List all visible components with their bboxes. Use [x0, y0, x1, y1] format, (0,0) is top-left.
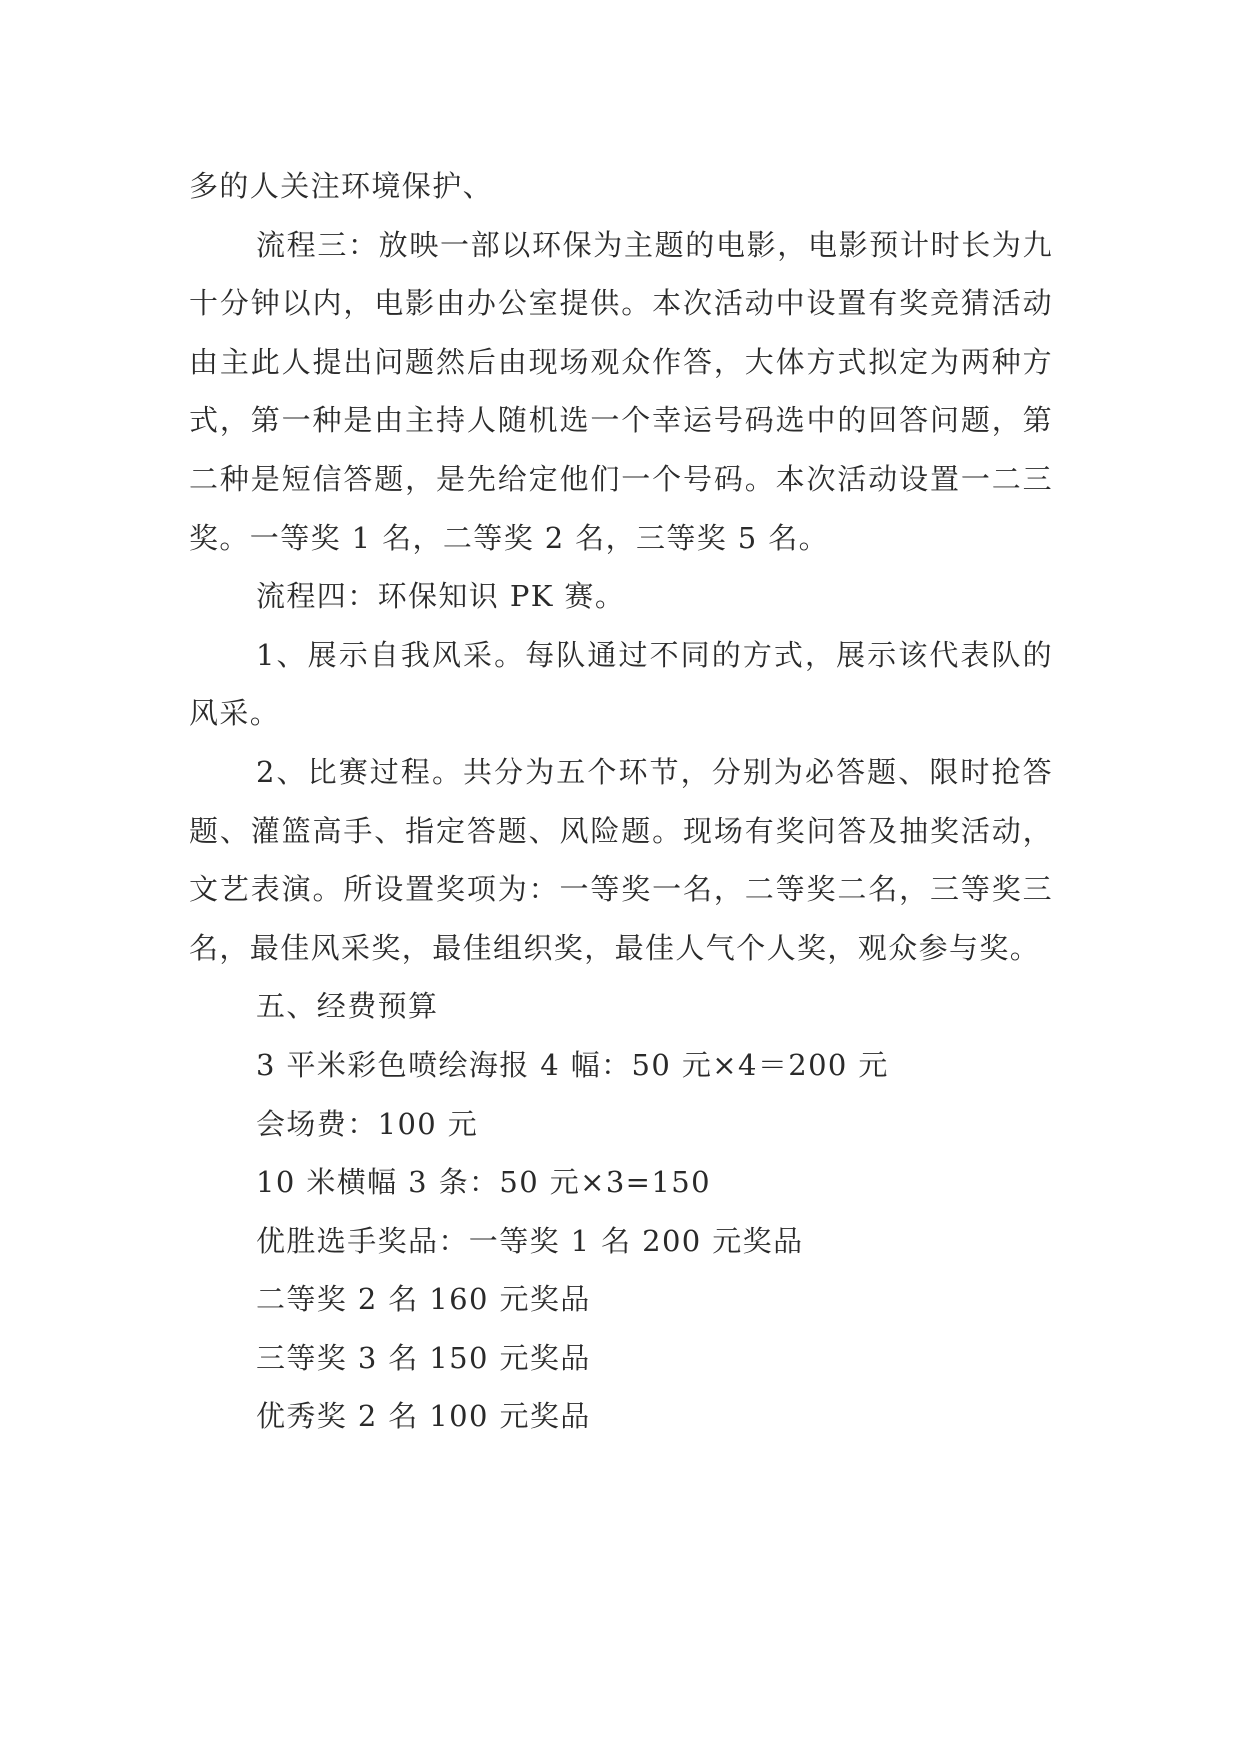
budget-item-third-prize: 三等奖 3 名 150 元奖品 [256, 1340, 591, 1375]
budget-item-second-prize: 二等奖 2 名 160 元奖品 [256, 1282, 591, 1317]
paragraph-continuation: 多的人关注环境保护、 [189, 169, 494, 203]
paragraph-show-style: 1、展示自我风采。每队通过不同的方式，展示该代表队的风采。 [189, 637, 1053, 731]
paragraph-process-three: 流程三：放映一部以环保为主题的电影，电影预计时长为九十分钟以内，电影由办公室提供。本次活动中设置有奖竞猜活动由主此人提出问题然后由现场观众作答，大体方式拟定为两种方式，第一种是由主持人随机选一个幸运号码选中的回答问题，第二种是短信答题，是先给定他们一个号码。本次活动设置一二三奖。一等奖 1 名，二等奖 2 名，三等奖 5 名。 [189, 227, 1053, 555]
document-body [189, 157, 1053, 1446]
paragraph-process-four: 流程四：环保知识 PK 赛。 [256, 579, 626, 614]
budget-item-excellence-prize: 优秀奖 2 名 100 元奖品 [256, 1399, 591, 1434]
section-heading-budget: 五、经费预算 [256, 989, 439, 1024]
budget-item-posters: 3 平米彩色喷绘海报 4 幅：50 元×4＝200 元 [256, 1047, 889, 1082]
budget-item-banners: 10 米横幅 3 条：50 元×3=150 [256, 1165, 711, 1200]
paragraph-competition-process: 2、比赛过程。共分为五个环节，分别为必答题、限时抢答题、灌篮高手、指定答题、风险题。现场有奖问答及抽奖活动，文艺表演。所设置奖项为：一等奖一名，二等奖二名，三等奖三名，最佳风采奖，最佳组织奖，最佳人气个人奖，观众参与奖。 [189, 754, 1053, 965]
budget-item-first-prize: 优胜选手奖品：一等奖 1 名 200 元奖品 [256, 1223, 804, 1258]
budget-item-venue: 会场费：100 元 [256, 1106, 479, 1141]
